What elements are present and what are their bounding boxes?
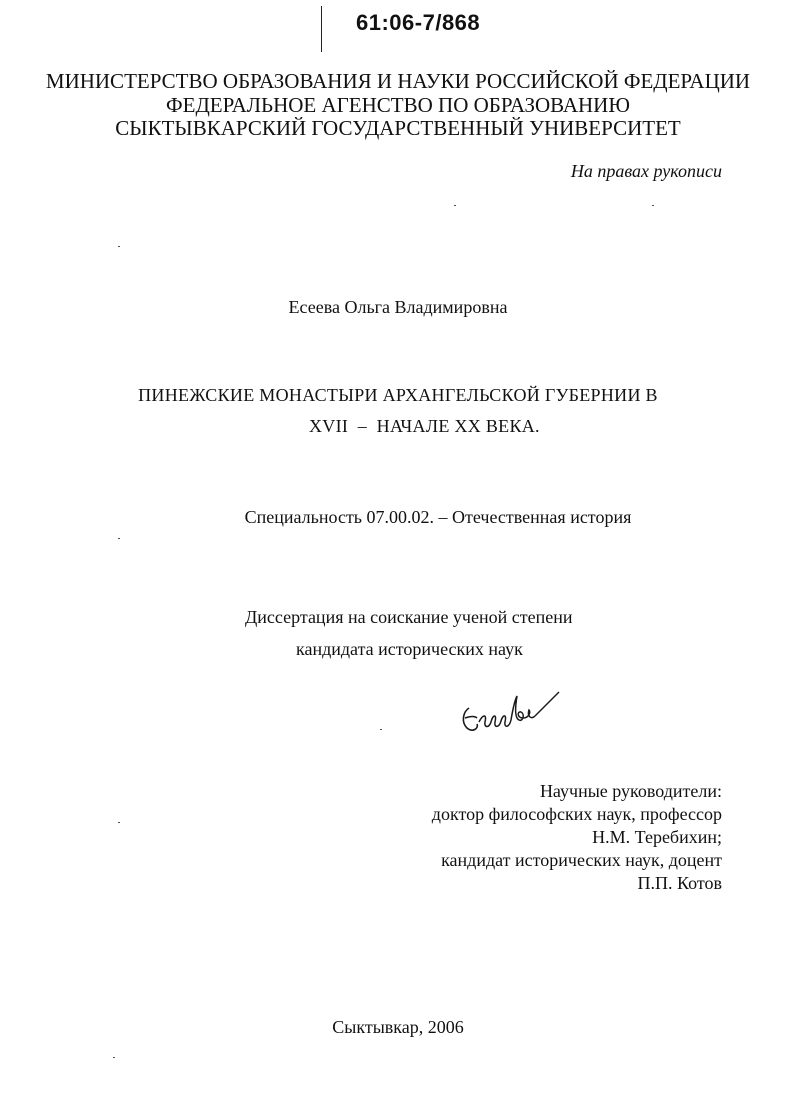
scan-speck bbox=[652, 205, 654, 206]
advisor-1-title: доктор философских наук, профессор bbox=[431, 804, 722, 824]
scan-speck bbox=[118, 822, 120, 823]
archive-stamp-code: 61:06-7/868 bbox=[356, 10, 481, 35]
advisor-1-name: Н.М. Теребихин; bbox=[592, 827, 722, 847]
ministry-line-1: МИНИСТЕРСТВО ОБРАЗОВАНИЯ И НАУКИ РОССИЙСКОЙ ФЕДЕРАЦИИ bbox=[45, 69, 751, 93]
scan-speck bbox=[380, 729, 382, 730]
thesis-title-line-1: ПИНЕЖСКИЕ МОНАСТЫРИ АРХАНГЕЛЬСКОЙ ГУБЕРНИИ В bbox=[138, 385, 658, 405]
advisor-2-title: кандидат исторических наук, доцент bbox=[441, 850, 722, 870]
specialty-line: Специальность 07.00.02. – Отечественная история bbox=[244, 507, 632, 527]
advisor-2-name: П.П. Котов bbox=[637, 873, 722, 893]
scan-speck bbox=[118, 246, 120, 247]
advisors-heading: Научные руководители: bbox=[539, 781, 722, 801]
manuscript-note: На правах рукописи bbox=[570, 161, 722, 181]
author-signature-image bbox=[455, 678, 565, 740]
dissertation-line-2: кандидата исторических наук bbox=[296, 639, 523, 659]
ministry-line-3: СЫКТЫВКАРСКИЙ ГОСУДАРСТВЕННЫЙ УНИВЕРСИТЕТ bbox=[115, 116, 681, 140]
scan-speck bbox=[118, 538, 120, 539]
thesis-title-line-2: XVII – НАЧАЛЕ XX ВЕКА. bbox=[309, 416, 540, 436]
author-name: Есеева Ольга Владимировна bbox=[288, 297, 508, 317]
dissertation-line-1: Диссертация на соискание ученой степени bbox=[245, 607, 573, 627]
place-and-year: Сыктывкар, 2006 bbox=[332, 1017, 464, 1037]
margin-rule-line bbox=[321, 6, 322, 52]
scan-speck bbox=[454, 205, 456, 206]
scan-speck bbox=[113, 1057, 115, 1058]
ministry-line-2: ФЕДЕРАЛЬНОЕ АГЕНСТВО ПО ОБРАЗОВАНИЮ bbox=[166, 93, 630, 117]
advisors-block bbox=[432, 780, 722, 895]
